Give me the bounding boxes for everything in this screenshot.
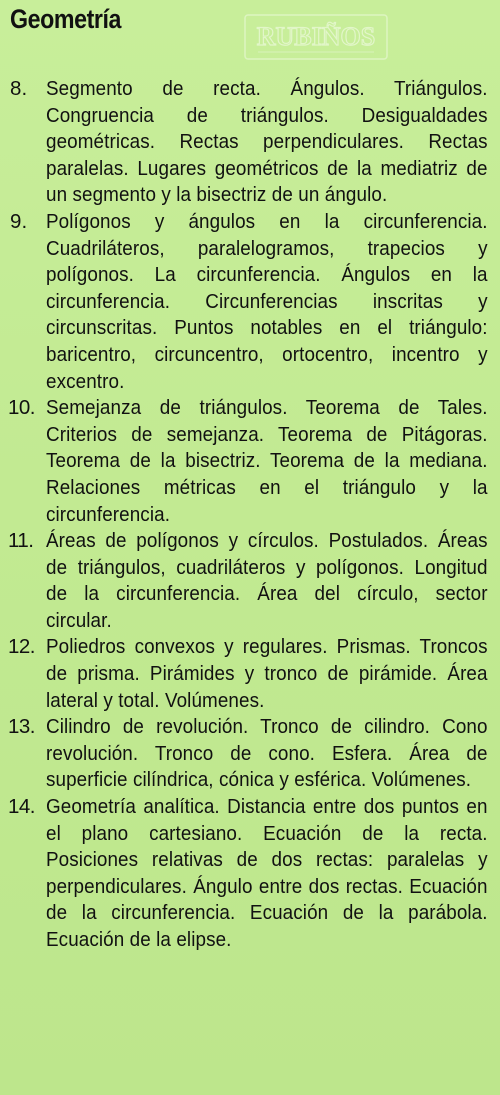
list-item: [0, 794, 500, 954]
item-number: 8.: [10, 77, 28, 100]
list-item: [0, 76, 500, 209]
page-title: Geometría: [10, 4, 121, 34]
item-text: Poliedros convexos y regulares. Prismas. Troncos de prisma. Pirámides y tronco de pirámide. Área lateral y total. Volúmenes.: [46, 635, 488, 712]
list-item: [0, 634, 500, 714]
item-text: Segmento de recta. Ángulos. Triángulos. Congruencia de triángulos. Desigualdades geométricas. Rectas perpendiculares. Rectas paralelas. Lugares geométricos de la mediatriz de un segmento y la bisectriz de un ángulo.: [46, 77, 488, 207]
item-number: 11.: [8, 529, 34, 553]
item-number: 12.: [8, 635, 35, 659]
item-text: Polígonos y ángulos en la circunferencia. Cuadriláteros, paralelogramos, trapecios y polígonos. La circunferencia. Ángulos en la circunferencia. Circunferencias inscritas y circunscritas. Puntos notables en el triángulo: baricentro, circuncentro, ortocentro, incentro y excentro.: [46, 209, 488, 393]
item-number: 14.: [8, 795, 35, 819]
publisher-watermark-logo: [244, 14, 388, 60]
list-item: [0, 209, 500, 395]
item-text: Semejanza de triángulos. Teorema de Tales. Criterios de semejanza. Teorema de Pitágoras. Teorema de la bisectriz. Teorema de la mediana. Relaciones métricas en el triángulo y la circunferencia.: [46, 396, 488, 526]
item-text: Geometría analítica. Distancia entre dos puntos en el plano cartesiano. Ecuación de la recta. Posiciones relativas de dos rectas: paralelas y perpendiculares. Ángulo entre dos rectas. Ecuación de la circunferencia. Ecuación de la parábola. Ecuación de la elipse.: [46, 795, 488, 951]
list-item: [0, 395, 500, 528]
item-text: Áreas de polígonos y círculos. Postulados. Áreas de triángulos, cuadriláteros y polígonos. Longitud de la circunferencia. Área del círculo, sector circular.: [46, 529, 488, 632]
item-number: 13.: [8, 715, 35, 739]
item-text: Cilindro de revolución. Tronco de cilindro. Cono revolución. Tronco de cono. Esfera. Área de superficie cilíndrica, cónica y esférica. Volúmenes.: [46, 715, 488, 792]
list-item: [0, 528, 500, 634]
item-number: 9.: [10, 209, 28, 233]
topic-list: [0, 76, 500, 954]
item-number: 10.: [8, 396, 35, 420]
list-item: [0, 714, 500, 794]
svg-text:RUBIÑOS: RUBIÑOS: [256, 22, 376, 51]
